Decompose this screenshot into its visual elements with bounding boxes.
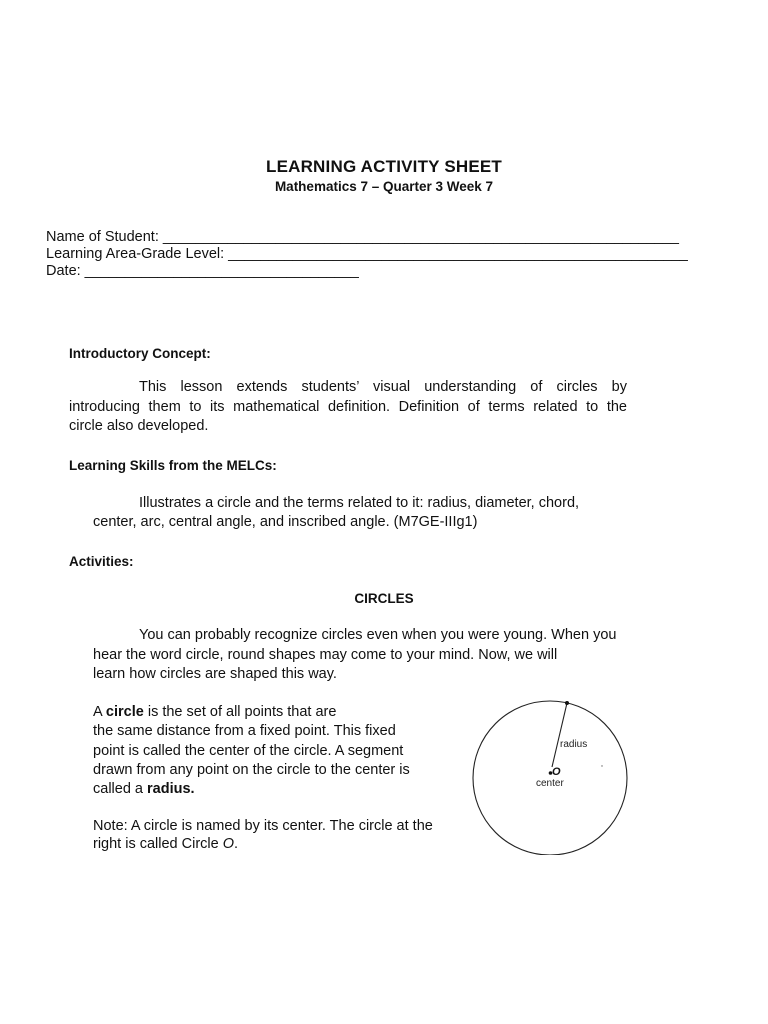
term-radius: radius. — [147, 781, 195, 797]
circle-definition-line-3: point is called the center of the circle. A segment — [93, 743, 404, 759]
circle-diagram — [466, 693, 636, 855]
small-mark — [601, 765, 602, 766]
center-label: center — [536, 778, 564, 789]
note-line-2 — [93, 835, 238, 855]
circle-name-o: O — [222, 836, 235, 852]
circles-intro-line-2: hear the word circle, round shapes may come to your mind. Now, we will — [93, 647, 558, 663]
circles-section-title: CIRCLES — [354, 591, 414, 606]
definition-article: A — [93, 704, 106, 720]
circles-intro-line-3: learn how circles are shaped this way. — [93, 666, 337, 682]
point-on-circle — [565, 701, 569, 705]
note-period: . — [234, 836, 239, 852]
introductory-concept-paragraph — [69, 378, 627, 437]
circle-definition-line-2: the same distance from a fixed point. This fixed — [93, 723, 396, 739]
circle-definition-line-5 — [93, 780, 195, 800]
skills-line-2: center, arc, central angle, and inscribed angle. (M7GE-IIIg1) — [93, 514, 478, 530]
circle-definition-line-4: drawn from any point on the circle to the center is — [93, 762, 410, 778]
radius-label: radius — [560, 739, 588, 750]
introductory-concept-heading: Introductory Concept: — [69, 346, 211, 361]
date-field: Date: __________________________________ — [46, 263, 359, 279]
circle-definition-line-1 — [93, 703, 336, 723]
activities-heading: Activities: — [69, 554, 134, 569]
radius-segment — [552, 703, 567, 767]
note-prefix: right is called Circle — [93, 836, 223, 852]
name-of-student-field: Name of Student: ________________________________________________________________ — [46, 229, 679, 245]
sheet-subtitle: Mathematics 7 – Quarter 3 Week 7 — [274, 179, 494, 194]
learning-area-field: Learning Area-Grade Level: _________________________________________________________ — [46, 246, 688, 262]
intro-line-2: introducing them to its mathematical definition. Definition of terms related to the — [69, 398, 627, 415]
term-circle: circle — [105, 704, 144, 720]
called-a-text: called a — [93, 781, 148, 797]
sheet-title: LEARNING ACTIVITY SHEET — [265, 157, 502, 176]
intro-line-3: circle also developed. — [69, 418, 209, 434]
learning-skills-heading: Learning Skills from the MELCs: — [69, 458, 277, 473]
definition-rest: is the set of all points that are — [143, 704, 337, 720]
note-line-1: Note: A circle is named by its center. The circle at the — [93, 818, 433, 834]
circles-intro-line-1: You can probably recognize circles even when you were young. When you — [139, 627, 617, 643]
center-point-label: O — [552, 766, 561, 778]
intro-line-1: This lesson extends students’ visual understanding of circles by — [139, 379, 627, 395]
skills-line-1: Illustrates a circle and the terms related to it: radius, diameter, chord, — [139, 495, 580, 511]
